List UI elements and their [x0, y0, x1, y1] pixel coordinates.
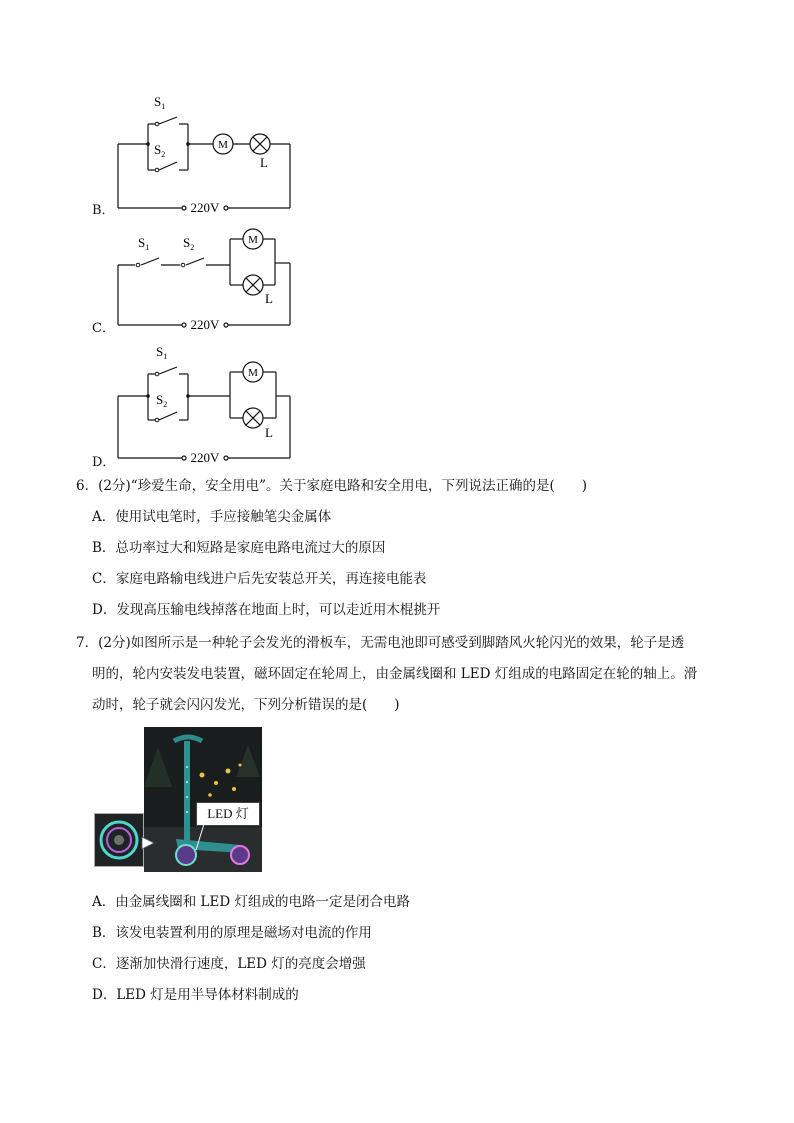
lamp-label: L: [265, 425, 273, 440]
wheel-closeup-illustration: [95, 814, 143, 866]
switch-s1-label: $S_1$: [156, 344, 168, 361]
question-6-option-d: D．发现高压输电线掉落在地面上时，可以走近用木棍挑开: [92, 602, 441, 618]
switch-s1-label: $S_1$: [138, 235, 150, 252]
switch-s2-label: $S_2$: [156, 392, 168, 409]
question-7-stem-line-1: 7．(2分)如图所示是一种轮子会发光的滑板车，无需电池即可感受到脚踏风火轮闪光的效果，轮子是透: [76, 635, 685, 651]
question-7-option-c: C．逐渐加快滑行速度，LED 灯的亮度会增强: [92, 956, 366, 972]
motor-label: M: [248, 367, 258, 379]
switch-s1-label: $S_1$: [154, 94, 166, 111]
voltage-label: 220V: [190, 317, 220, 332]
question-6-stem: 6．(2分)“珍爱生命，安全用电”。关于家庭电路和安全用电，下列说法正确的是( ): [76, 478, 588, 494]
question-7-option-d: D．LED 灯是用半导体材料制成的: [92, 987, 299, 1003]
voltage-label: 220V: [190, 450, 220, 465]
question-6-option-b: B．总功率过大和短路是家庭电路电流过大的原因: [92, 540, 386, 556]
switch-s2-label: $S_2$: [154, 142, 166, 159]
lamp-label: L: [260, 155, 268, 170]
question-7-stem-line-2: 明的，轮内安装发电装置，磁环固定在轮周上，由金属线圈和 LED 灯组成的电路固定在轮的轴上。滑: [92, 666, 698, 682]
circuit-diagram-d: [110, 342, 300, 470]
led-label-pointer-line: [190, 822, 210, 852]
motor-label: M: [248, 234, 258, 246]
lamp-label: L: [265, 291, 273, 306]
wheel-closeup-inset: [94, 813, 144, 867]
voltage-label: 220V: [190, 200, 220, 215]
switch-s2-label: $S_2$: [183, 235, 195, 252]
option-d-label: D．: [92, 455, 116, 470]
pointer-arrow-icon: [140, 835, 156, 851]
circuit-diagram-b: [110, 90, 300, 220]
question-6-option-c: C．家庭电路输电线进户后先安装总开关，再连接电能表: [92, 571, 427, 587]
motor-label: M: [218, 139, 228, 151]
option-b-label: B．: [92, 203, 115, 218]
question-7-stem-line-3: 动时，轮子就会闪闪发光，下列分析错误的是( ): [92, 697, 400, 713]
question-7-option-a: A．由金属线圈和 LED 灯组成的电路一定是闭合电路: [92, 894, 410, 910]
question-7-option-b: B．该发电装置利用的原理是磁场对电流的作用: [92, 925, 372, 941]
led-light-label: LED 灯: [196, 802, 260, 826]
option-c-label: C．: [92, 321, 115, 336]
question-6-option-a: A．使用试电笔时，手应接触笔尖金属体: [92, 509, 332, 525]
circuit-diagram-c: [110, 225, 300, 335]
